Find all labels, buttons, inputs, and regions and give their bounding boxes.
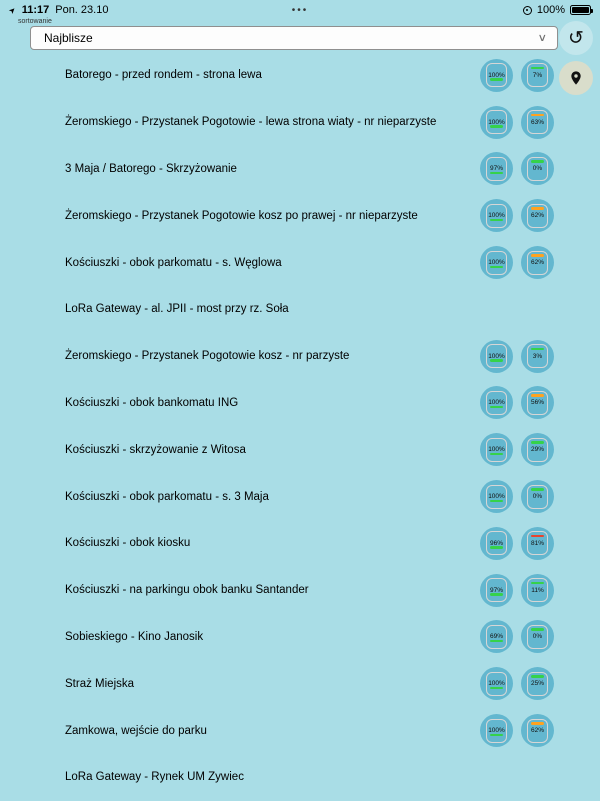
battery-gauge: 96%: [480, 527, 513, 560]
list-item[interactable]: [0, 520, 600, 567]
fill-gauge: 63%: [521, 106, 554, 139]
station-name: Kościuszki - obok bankomatu ING: [65, 396, 239, 409]
fill-gauge: 7%: [521, 59, 554, 92]
station-name: Żeromskiego - Przystanek Pogotowie kosz po prawej - nr nieparzyste: [65, 209, 418, 222]
fill-gauge: 25%: [521, 667, 554, 700]
list-item[interactable]: [0, 567, 600, 614]
list-item[interactable]: [0, 707, 600, 754]
list-item[interactable]: [0, 754, 600, 801]
battery-gauge: 97%: [480, 152, 513, 185]
refresh-icon: ↺: [568, 27, 584, 49]
list-item[interactable]: [0, 660, 600, 707]
station-name: Batorego - przed rondem - strona lewa: [65, 69, 262, 82]
sort-label: sortowanie: [18, 18, 52, 25]
location-arrow-icon: ➤: [6, 4, 18, 16]
battery-gauge: 100%: [480, 433, 513, 466]
battery-gauge: 100%: [480, 106, 513, 139]
list-item[interactable]: [0, 52, 600, 99]
battery-icon: [570, 5, 591, 15]
fill-gauge: 62%: [521, 246, 554, 279]
station-name: LoRa Gateway - al. JPII - most przy rz. Soła: [65, 303, 289, 316]
fill-gauge: 0%: [521, 620, 554, 653]
station-name: Sobieskiego - Kino Janosik: [65, 630, 204, 643]
list-item[interactable]: [0, 192, 600, 239]
map-pin-icon: [568, 70, 584, 86]
battery-gauge: 97%: [480, 574, 513, 607]
battery-gauge: 100%: [480, 386, 513, 419]
battery-gauge: 100%: [480, 340, 513, 373]
station-name: Kościuszki - obok parkomatu - s. Węglowa: [65, 256, 282, 269]
list-item[interactable]: [0, 333, 600, 380]
sort-dropdown[interactable]: [30, 26, 558, 50]
map-button[interactable]: [559, 61, 593, 95]
fill-gauge: 0%: [521, 480, 554, 513]
fill-gauge: 62%: [521, 199, 554, 232]
battery-gauge: 100%: [480, 480, 513, 513]
battery-gauge: 69%: [480, 620, 513, 653]
station-name: Kościuszki - na parkingu obok banku Santander: [65, 584, 309, 597]
fill-gauge: 81%: [521, 527, 554, 560]
fill-gauge: 0%: [521, 152, 554, 185]
station-name: Kościuszki - skrzyżowanie z Witosa: [65, 443, 246, 456]
list-item[interactable]: [0, 473, 600, 520]
battery-percent: 100%: [536, 4, 566, 16]
status-center-dots: •••: [291, 4, 309, 16]
station-name: Żeromskiego - Przystanek Pogotowie - lewa strona wiaty - nr nieparzyste: [65, 116, 437, 129]
list-item[interactable]: [0, 239, 600, 286]
fill-gauge: 56%: [521, 386, 554, 419]
rotation-lock-icon: [523, 6, 532, 15]
station-name: LoRa Gateway - Rynek UM Zywiec: [65, 771, 244, 784]
fill-gauge: 3%: [521, 340, 554, 373]
station-name: Zamkowa, wejście do parku: [65, 724, 207, 737]
fill-gauge: 29%: [521, 433, 554, 466]
list-item[interactable]: [0, 99, 600, 146]
list-item[interactable]: [0, 380, 600, 427]
list-item[interactable]: [0, 426, 600, 473]
battery-gauge: 100%: [480, 667, 513, 700]
station-list: [0, 52, 600, 801]
battery-gauge: 100%: [480, 59, 513, 92]
refresh-button[interactable]: [559, 21, 593, 55]
station-name: Kościuszki - obok kiosku: [65, 537, 191, 550]
list-item[interactable]: [0, 146, 600, 193]
fill-gauge: 62%: [521, 714, 554, 747]
fill-gauge: 11%: [521, 574, 554, 607]
station-name: 3 Maja / Batorego - Skrzyżowanie: [65, 162, 237, 175]
battery-gauge: 100%: [480, 246, 513, 279]
sort-dropdown-value: Najblisze: [44, 31, 93, 45]
battery-gauge: 100%: [480, 714, 513, 747]
status-bar: [0, 0, 600, 20]
toolbar: [0, 20, 600, 50]
station-name: Straż Miejska: [65, 677, 135, 690]
list-item[interactable]: [0, 286, 600, 333]
list-item[interactable]: [0, 614, 600, 661]
station-name: Żeromskiego - Przystanek Pogotowie kosz - nr parzyste: [65, 350, 350, 363]
battery-gauge: 100%: [480, 199, 513, 232]
station-name: Kościuszki - obok parkomatu - s. 3 Maja: [65, 490, 269, 503]
chevron-down-icon: ∨: [537, 31, 547, 44]
status-time: 11:17: [21, 4, 50, 16]
status-date: Pon. 23.10: [55, 4, 109, 16]
